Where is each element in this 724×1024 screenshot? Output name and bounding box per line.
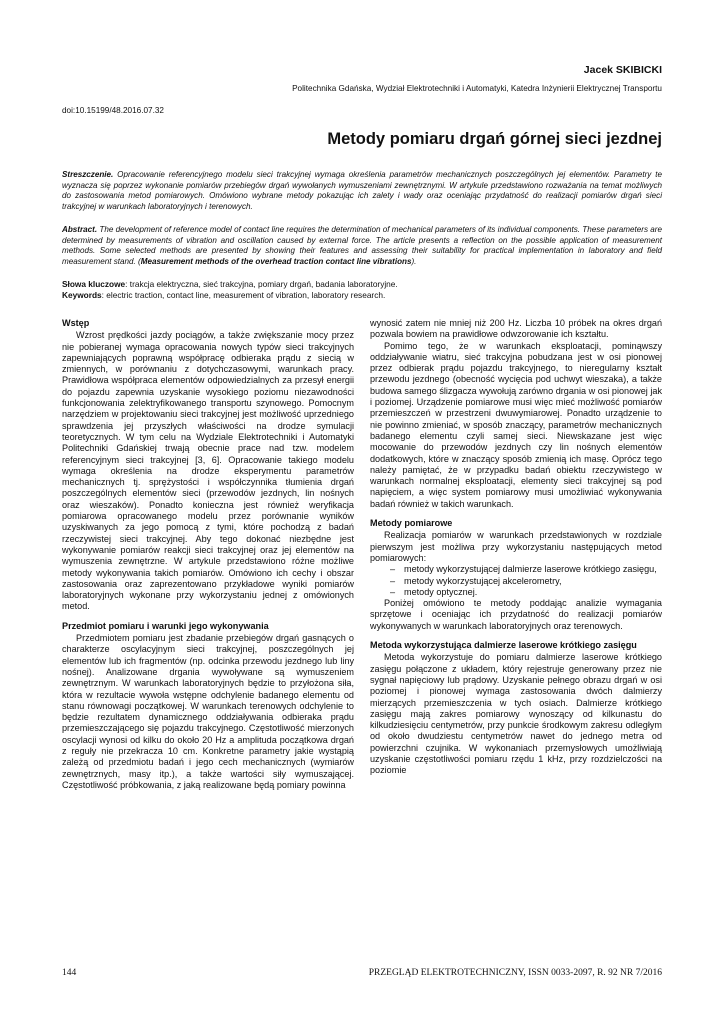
methods-list (370, 564, 662, 598)
abstract-en (62, 225, 662, 267)
paper-title: Metody pomiaru drgań górnej sieci jezdnej (327, 130, 662, 148)
paragraph-dalmierz: Metoda wykorzystuje do pomiaru dalmierze laserowe krótkiego zasięgu połączone z układem, który rejestruje generowany przez nie sygnał napięciowy lub prądowy. Uzyskanie pełnego obrazu drgań w osi poziomej i pionowej wymaga zastosowania dwóch dalmierzy mierzących przemieszczenia w tych osiach. Dalmierze krótkiego zasięgu mają zakres pomiarowy wynoszący od kilkunastu do kilkudziesięciu centymetrów, przy punkcie środkowym zakresu odległym od około dwudziestu centymetrów nawet do jednego metra od powierzchni czujnika. W wykonaniach przemysłowych umożliwiają uzyskanie częstotliwości pomiaru rzędu 1 kHz, przy rozdzielczości na poziomie (370, 652, 662, 776)
keywords-pl-text: : trakcja elektryczna, sieć trakcyjna, pomiary drgań, badania laboratoryjne. (125, 279, 398, 289)
left-column (62, 318, 354, 791)
abstract-pl (62, 170, 662, 212)
paragraph-ponizej: Poniżej omówiono te metody poddając analizie wymagania sprzętowe i oceniając ich przydatność do realizacji pomiarów wykonywanych w warunkach laboratoryjnych oraz terenowych. (370, 598, 662, 631)
paragraph-metody: Realizacja pomiarów w warunkach przedstawionych w rozdziale pierwszym jest możliwa przy wykorzystaniu następujących metod pomiarowych: (370, 530, 662, 563)
list-item: – metody optycznej. (390, 587, 662, 598)
paragraph-wstep: Wzrost prędkości jazdy pociągów, a także zwiększanie mocy przez nie pobieranej wymaga opracowania nowych typów sieci trakcyjnych zapewniających poprawną współpracę odbieraka prądu z siecią w zmiennych, w porównaniu z dotychczasowymi, warunkach pracy. Prawidłowa współpraca elementów odpowiedzialnych za przesył energii do pojazdu zapewnia uzyskanie wysokiego poziomu niezawodności funkcjonowania zelektryfikowanego transportu szynowego. Pomocnym narzędziem w projektowaniu sieci trakcyjnej jest możliwość uprzedniego sprawdzenia jej przyszłych właściwości na drodze symulacji teoretycznych. W tym celu na Wydziale Elektrotechniki i Automatyki Politechniki Gdańskiej trwają obecnie prace nad tzw. modelem referencyjnym sieci trakcyjnej [3, 6]. Opracowanie takiego modelu wymaga określenia na drodze eksperymentu parametrów mechanicznych tj. sprężystości i współczynnika tłumienia drgań poszczególnych elementów sieci (przewodów jezdnych, lin nośnych oraz wieszaków). Ponadto konieczna jest również weryfikacja pomiarowa opracowanego modelu przez porównanie wyników uzyskiwanych za jego pomocą z tymi, które pochodzą z badań rzeczywistej sieci trakcyjnej. Aby tego dokonać niezbędne jest wykonywanie pomiarów reakcji sieci trakcyjnej oraz jej elementów na wymuszenia zewnętrzne. W artykule przedstawiono różne możliwe metody wykonywania takich pomiarów. Omówiono ich cechy i obszar zastosowania oraz zaprezentowano przykładowe wyniki pomiarów laboratoryjnych wykonane przy wykorzystaniu jednej z omówionych metod. (62, 330, 354, 612)
abstract-en-text: The development of reference model of contact line requires the determination of mechanical parameters of its individual components. These parameters are determined by measurements of vibration and oscillation caused by external force. The article presents a reflection on the possible application of measurement methods. Some selected methods are presented by showing their features and assessing their suitability for practical implementation in laboratory and field measurement stand. ( (62, 225, 662, 266)
keywords-en (62, 290, 662, 301)
heading-wstep: Wstęp (62, 318, 90, 328)
keywords-en-text: : electric traction, contact line, measurement of vibration, laboratory research. (101, 290, 386, 300)
page-number: 144 (62, 968, 77, 978)
abstract-en-label: Abstract. (62, 225, 98, 234)
paragraph-pomimo: Pomimo tego, że w warunkach eksploatacji, pominąwszy oddziaływanie wiatru, sieć trakcyjna pobudzana jest w osi pionowej przez odbierak prądu pojazdu trakcyjnego, to nieregularny kształt przewodu jezdnego (obecność wycięcia pod uchwyt wieszaka), a także budowa samego ślizgacza wywołują zarówno drgania w osi pionowej jak i poziomej. Urządzenie pomiarowe musi więc mieć możliwość pomiarów przemieszczeń w przestrzeni dwuwymiarowej. Ponadto urządzenie to nie powinno zmieniać, w sposób znaczący, parametrów mechanicznych badanego elementu czyli samej sieci. Niewskazane jest więc mocowanie do przewodów jezdnych czy lin nośnych elementów dodatkowych, które w znaczący sposób zmienią ich masę. Oprócz tego należy pamiętać, że w przypadku badań obiektu rzeczywistego w warunkach normalnej eksploatacji, elementy sieci trakcyjnej są pod napięciem, a więc system pomiarowy musi umożliwiać wykonywania badań również w takich warunkach. (370, 340, 662, 509)
doi: doi:10.15199/48.2016.07.32 (62, 106, 164, 115)
list-item: – metody wykorzystującej dalmierze laserowe krótkiego zasięgu, (390, 564, 662, 575)
paragraph-przedmiot: Przedmiotem pomiaru jest zbadanie przebiegów drgań gasnących o charakterze oscylacyjnym sieci trakcyjnej, poszczególnych jej elementów lub ich fragmentów (np. odcinka przewodu jezdnego lub liny nośnej). Analizowane drgania wywoływane są wymuszeniem zewnętrznym. W warunkach laboratoryjnych będzie to przyłożona siła, która w rezultacie wywoła wstępne odchylenie badanego elementu od stanu równowagi początkowej. W warunkach terenowych odchylenie to będzie rezultatem dynamicznego oddziaływania odbieraka prądu przemieszczającego się pojazdu trakcyjnego. Częstotliwość mierzonych oscylacji wynosi od kilku do około 20 Hz a amplituda początkowa drgań z reguły nie przekracza 10 cm. Konkretne parametry jakie wystąpią zależą od przedmiotu badań i jego cech mechanicznych (wymiarów zewnętrznych, masy itp.), a także wartości siły wymuszającej. Częstotliwość próbkowania, z jaką realizowane będą pomiary powinna (62, 633, 354, 790)
heading-przedmiot: Przedmiot pomiaru i warunki jego wykonywania (62, 620, 269, 631)
abstract-pl-label: Streszczenie. (62, 170, 114, 179)
abstract-pl-text: Opracowanie referencyjnego modelu sieci trakcyjnej wymaga określenia parametrów mechanicznych poszczególnych jej elementów. Parametry te wyznacza się poprzez wykonanie pomiarów przebiegów drgań wywołanych wymuszeniami zewnętrznymi. W artykule przedstawiono rozważania na temat możliwych do zastosowania metod pomiarowych. Omówiono wybrane metody pokazując ich zalety i wady oraz oceniając przydatność do realizacji pomiarów drgań sieci trakcyjnej w warunkach laboratoryjnych i terenowych. (62, 170, 662, 211)
right-column (370, 318, 662, 777)
affiliation: Politechnika Gdańska, Wydział Elektrotechniki i Automatyki, Katedra Inżynierii Elektrycznej Transportu (292, 84, 662, 93)
abstract-en-tail: ). (411, 256, 417, 266)
keywords-pl-label: Słowa kluczowe (62, 279, 126, 289)
author: Jacek SKIBICKI (583, 64, 662, 76)
heading-dalmierz: Metoda wykorzystująca dalmierze laserowe krótkiego zasięgu (370, 640, 637, 651)
paragraph-continuation: wynosić zatem nie mniej niż 200 Hz. Liczba 10 próbek na okres drgań pozwala bowiem na prawidłowe odwzorowanie ich kształtu. (370, 318, 662, 340)
keywords-en-label: Keywords (62, 290, 102, 300)
list-item: – metody wykorzystującej akcelerometry, (390, 576, 662, 587)
keywords-pl (62, 279, 662, 290)
abstract-en-title: Measurement methods of the overhead traction contact line vibrations (140, 256, 412, 266)
journal-footer: PRZEGLĄD ELEKTROTECHNICZNY, ISSN 0033-2097, R. 92 NR 7/2016 (368, 968, 662, 978)
heading-metody: Metody pomiarowe (370, 518, 453, 529)
